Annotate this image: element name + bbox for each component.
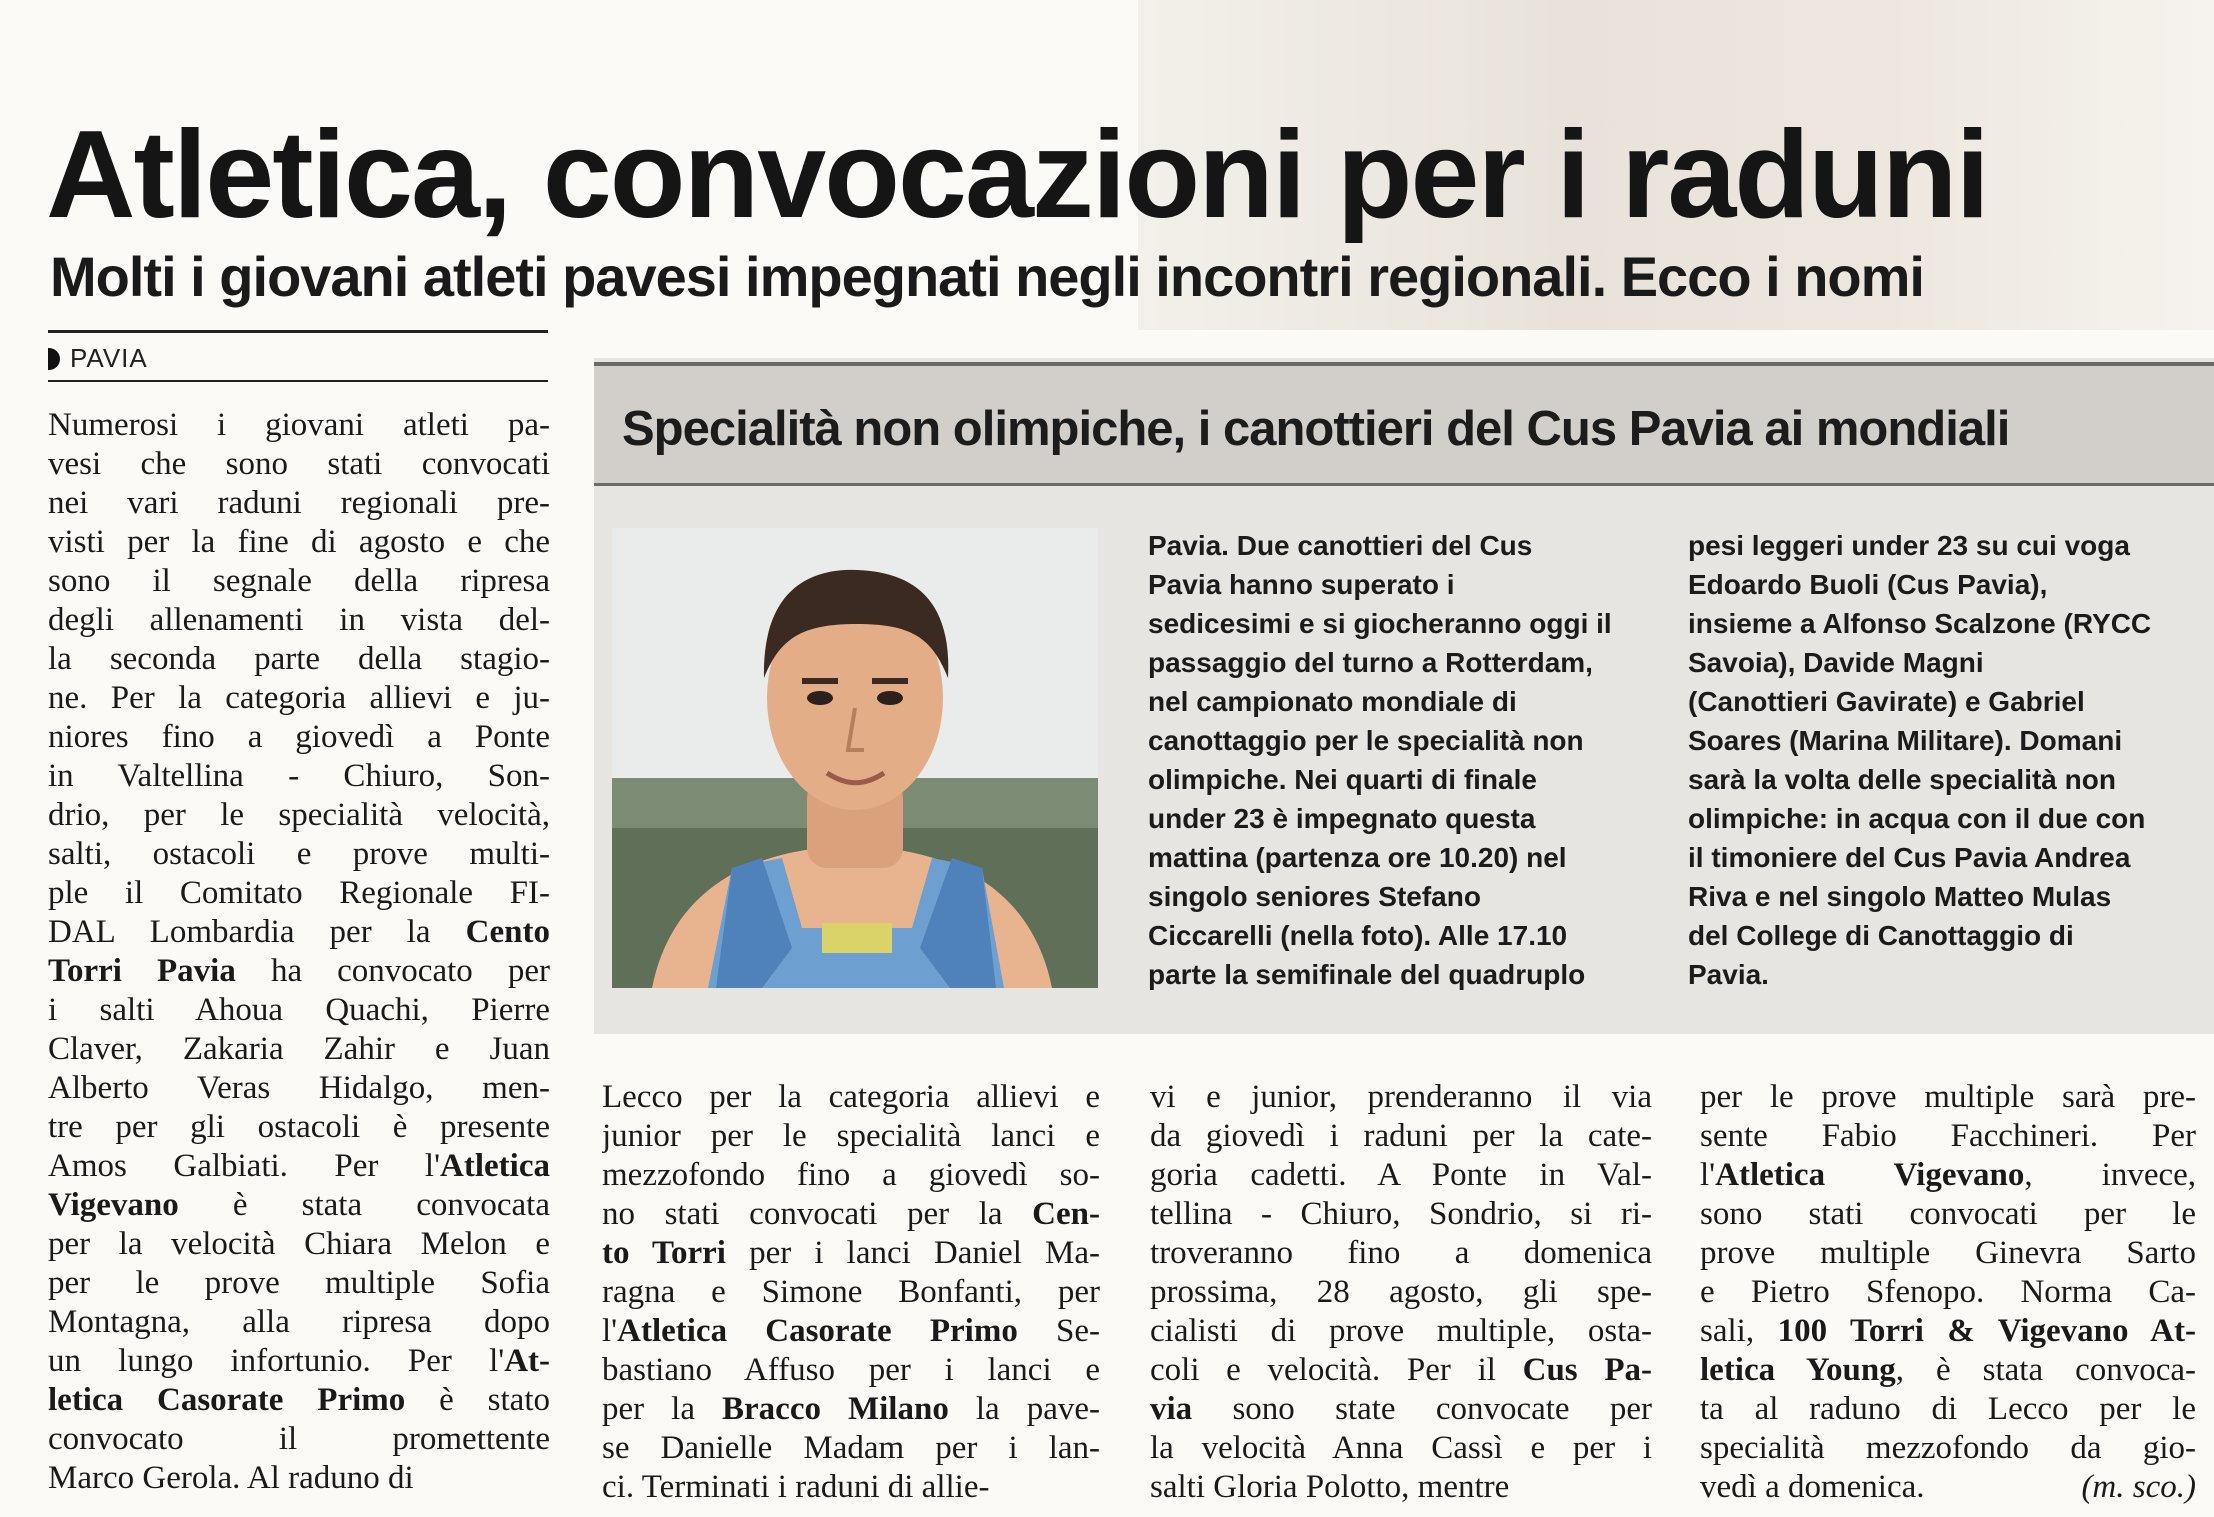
text-run: Alberto Veras Hidalgo, men- (48, 1070, 550, 1106)
text-line (48, 796, 550, 835)
text-line (1700, 1429, 2196, 1468)
text-line (48, 991, 550, 1030)
athlete-photo (612, 528, 1098, 988)
article-column-3 (1150, 1078, 1652, 1507)
sidebar-text-line: Edoardo Buoli (Cus Pavia), (1688, 569, 2048, 600)
text-run: per la velocità Chiara Melon e (48, 1226, 550, 1262)
text-line (1150, 1195, 1652, 1234)
text-line (1700, 1273, 2196, 1312)
text-run: sono stati convocati per le (1700, 1196, 2196, 1232)
text-run: coli e velocità. Per il (1150, 1352, 1523, 1388)
text-line (48, 1069, 550, 1108)
text-run: sono il segnale della ripresa (48, 563, 550, 599)
text-run: un lungo infortunio. Per l' (48, 1343, 505, 1379)
location-tag (48, 340, 148, 376)
text-line (48, 1147, 550, 1186)
text-run: Se- (1017, 1313, 1100, 1349)
sidebar-text-line: sedicesimi e si giocheranno oggi il (1148, 608, 1612, 639)
location-bullet-icon (48, 348, 60, 370)
text-run: specialità mezzofondo da gio- (1700, 1430, 2196, 1466)
text-line (1150, 1078, 1652, 1117)
text-run: la pave- (948, 1391, 1100, 1427)
text-run: e Pietro Sfenopo. Norma Ca- (1700, 1274, 2196, 1310)
sidebar-text-line: mattina (partenza ore 10.20) nel (1148, 842, 1567, 873)
bold-name: to Torri (602, 1235, 726, 1271)
text-run: troveranno fino a domenica (1150, 1235, 1652, 1271)
text-line (48, 1381, 550, 1420)
text-line (48, 1303, 550, 1342)
text-run: per le prove multiple sarà pre- (1700, 1079, 2196, 1115)
text-run: salti, ostacoli e prove multi- (48, 836, 550, 872)
text-line (48, 1186, 550, 1225)
sidebar-box-title: Specialità non olimpiche, i canottieri del Cus Pavia ai mondiali (622, 402, 2010, 456)
sidebar-text-line: olimpiche. Nei quarti di finale (1148, 764, 1537, 795)
text-run: ha convocato per (235, 953, 550, 989)
text-line (602, 1273, 1100, 1312)
text-run: , invece, (2024, 1157, 2196, 1193)
text-line (48, 679, 550, 718)
text-run: mezzofondo fino a giovedì so- (602, 1157, 1100, 1193)
text-line (602, 1429, 1100, 1468)
text-line (48, 718, 550, 757)
text-line (602, 1312, 1100, 1351)
text-run: ple il Comitato Regionale FI- (48, 875, 550, 911)
text-line (1700, 1351, 2196, 1390)
text-line (48, 1225, 550, 1264)
text-run: tre per gli ostacoli è presente (48, 1109, 550, 1145)
text-line (602, 1351, 1100, 1390)
text-line (1150, 1468, 1652, 1507)
text-run: vi e junior, prenderanno il via (1150, 1079, 1652, 1115)
text-run: degli allenamenti in vista del- (48, 602, 550, 638)
text-run: tellina - Chiuro, Sondrio, si ri- (1150, 1196, 1652, 1232)
text-run: sono state convocate per (1192, 1391, 1652, 1427)
text-run: prove multiple Ginevra Sarto (1700, 1235, 2196, 1271)
header-rule (48, 330, 548, 333)
text-run: Claver, Zakaria Zahir e Juan (48, 1031, 550, 1067)
location-rule (48, 380, 548, 382)
sidebar-text-line: Ciccarelli (nella foto). Alle 17.10 (1148, 920, 1568, 951)
text-run: vedì a domenica. (1700, 1469, 1925, 1505)
article-column-1 (48, 406, 550, 1498)
text-run: junior per le specialità lanci e (602, 1118, 1100, 1154)
text-line (48, 406, 550, 445)
text-line (48, 484, 550, 523)
text-run: nei vari raduni regionali pre- (48, 485, 550, 521)
text-run: l' (602, 1313, 618, 1349)
text-line (602, 1117, 1100, 1156)
text-line (48, 1342, 550, 1381)
text-run: la seconda parte della stagio- (48, 641, 550, 677)
bold-name: Atletica (440, 1148, 550, 1184)
text-line (602, 1468, 1100, 1507)
bold-name: Atletica Vigevano (1715, 1157, 2025, 1193)
sidebar-text-line: singolo seniores Stefano (1148, 881, 1481, 912)
text-run: Montagna, alla ripresa dopo (48, 1304, 550, 1340)
sidebar-text-line: passaggio del turno a Rotterdam, (1148, 647, 1593, 678)
text-run: i salti Ahoua Quachi, Pierre (48, 992, 550, 1028)
text-run: ci. Terminati i raduni di allie- (602, 1469, 990, 1505)
text-line (1150, 1312, 1652, 1351)
text-run: goria cadetti. A Ponte in Val- (1150, 1157, 1652, 1193)
bold-name: Vigevano (48, 1187, 179, 1223)
text-line (1150, 1234, 1652, 1273)
text-run: no stati convocati per la (602, 1196, 1033, 1232)
text-line (1700, 1468, 2196, 1507)
sidebar-text-line: insieme a Alfonso Scalzone (RYCC (1688, 608, 2152, 639)
bold-name: Bracco Milano (722, 1391, 949, 1427)
bold-name: Cento (465, 914, 550, 950)
location-label: PAVIA (70, 343, 148, 373)
bold-name: Cen- (1032, 1196, 1100, 1232)
text-run: bastiano Affuso per i lanci e (602, 1352, 1100, 1388)
text-run: per i lanci Daniel Ma- (725, 1235, 1100, 1271)
text-line (48, 757, 550, 796)
bold-name: Torri Pavia (48, 953, 236, 989)
headline: Atletica, convocazioni per i raduni (46, 106, 1988, 245)
text-line (48, 523, 550, 562)
sidebar-text-line: Riva e nel singolo Matteo Mulas (1688, 881, 2112, 912)
text-run: è stata convocata (178, 1187, 550, 1223)
text-line (48, 835, 550, 874)
bold-name: At- (504, 1343, 550, 1379)
sidebar-text-line: Soares (Marina Militare). Domani (1688, 725, 2123, 756)
sidebar-text-line: il timoniere del Cus Pavia Andrea (1688, 842, 2131, 873)
text-line (1700, 1234, 2196, 1273)
text-line (1700, 1156, 2196, 1195)
text-run: prossima, 28 agosto, gli spe- (1150, 1274, 1652, 1310)
text-run: Marco Gerola. Al raduno di (48, 1460, 414, 1496)
athlete-photo-image (612, 528, 1098, 988)
text-run: se Danielle Madam per i lan- (602, 1430, 1100, 1466)
text-run: ragna e Simone Bonfanti, per (602, 1274, 1100, 1310)
text-line (48, 874, 550, 913)
text-run: in Valtellina - Chiuro, Son- (48, 758, 550, 794)
sidebar-text-line: pesi leggeri under 23 su cui voga (1688, 530, 2130, 561)
text-run: per la (602, 1391, 723, 1427)
text-line (1700, 1117, 2196, 1156)
text-line (48, 445, 550, 484)
sidebar-text-line: under 23 è impegnato questa (1148, 803, 1536, 834)
bold-name: letica Casorate Primo (48, 1382, 406, 1418)
bold-name: 100 Torri & Vigevano At- (1777, 1313, 2196, 1349)
text-line (1150, 1156, 1652, 1195)
text-line (602, 1234, 1100, 1273)
text-run: l' (1700, 1157, 1716, 1193)
text-line (48, 1420, 550, 1459)
bold-name: letica Young (1700, 1352, 1896, 1388)
bold-name: Atletica Casorate Primo (617, 1313, 1018, 1349)
text-run: sente Fabio Facchineri. Per (1700, 1118, 2196, 1154)
text-run: visti per la fine di agosto e che (48, 524, 550, 560)
text-line (48, 952, 550, 991)
sidebar-text-line: Pavia. Due canottieri del Cus (1148, 530, 1533, 561)
text-line (48, 1264, 550, 1303)
sidebar-column-a (1148, 526, 1638, 994)
text-line (1150, 1273, 1652, 1312)
sidebar-text-line: (Canottieri Gavirate) e Gabriel (1688, 686, 2085, 717)
text-run: convocato il promettente (48, 1421, 550, 1457)
sidebar-text-line: parte la semifinale del quadruplo (1148, 959, 1586, 990)
sidebar-text-line: Pavia. (1688, 959, 1769, 990)
sidebar-column-b (1688, 526, 2188, 994)
text-line (602, 1390, 1100, 1429)
text-line (602, 1156, 1100, 1195)
text-run: , è stata convoca- (1895, 1352, 2196, 1388)
author-signature: (m. sco.) (2081, 1469, 2196, 1505)
text-line (48, 640, 550, 679)
text-run: da giovedì i raduni per la cate- (1150, 1118, 1652, 1154)
text-line (48, 601, 550, 640)
bold-name: Cus Pa- (1522, 1352, 1652, 1388)
text-line (48, 913, 550, 952)
text-run: Numerosi i giovani atleti pa- (48, 407, 550, 443)
subheadline: Molti i giovani atleti pavesi impegnati negli incontri regionali. Ecco i nomi (50, 245, 1924, 309)
text-run: è stato (405, 1382, 550, 1418)
text-line (1150, 1429, 1652, 1468)
article-column-4 (1700, 1078, 2196, 1507)
sidebar-text-line: del College di Canottaggio di (1688, 920, 2074, 951)
text-line (602, 1195, 1100, 1234)
text-line (1150, 1351, 1652, 1390)
text-run: la velocità Anna Cassì e per i (1150, 1430, 1652, 1466)
sidebar-text-line: olimpiche: in acqua con il due con (1688, 803, 2146, 834)
text-line (1700, 1312, 2196, 1351)
text-line (48, 1108, 550, 1147)
text-run: cialisti di prove multiple, osta- (1150, 1313, 1652, 1349)
text-run: niores fino a giovedì a Ponte (48, 719, 550, 755)
text-run: Amos Galbiati. Per l' (48, 1148, 441, 1184)
text-line (48, 1459, 550, 1498)
sidebar-text-line: Pavia hanno superato i (1148, 569, 1455, 600)
text-run: vesi che sono stati convocati (48, 446, 550, 482)
text-run: per le prove multiple Sofia (48, 1265, 550, 1301)
text-run: salti Gloria Polotto, mentre (1150, 1469, 1510, 1505)
text-line (48, 562, 550, 601)
sidebar-text-line: Savoia), Davide Magni (1688, 647, 1984, 678)
text-line (1700, 1195, 2196, 1234)
bold-name: via (1150, 1391, 1193, 1427)
text-line (1150, 1390, 1652, 1429)
article-column-2 (602, 1078, 1100, 1507)
text-line (48, 1030, 550, 1069)
text-run: drio, per le specialità velocità, (48, 797, 550, 833)
text-run: sali, (1700, 1313, 1778, 1349)
sidebar-text-line: canottaggio per le specialità non (1148, 725, 1584, 756)
text-run: ne. Per la categoria allievi e ju- (48, 680, 550, 716)
text-run: ta al raduno di Lecco per le (1700, 1391, 2196, 1427)
sidebar-text-line: nel campionato mondiale di (1148, 686, 1517, 717)
text-line (602, 1078, 1100, 1117)
text-line (1700, 1390, 2196, 1429)
text-run: Lecco per la categoria allievi e (602, 1079, 1100, 1115)
text-line (1700, 1078, 2196, 1117)
text-run: DAL Lombardia per la (48, 914, 466, 950)
text-line (1150, 1117, 1652, 1156)
sidebar-text-line: sarà la volta delle specialità non (1688, 764, 2116, 795)
